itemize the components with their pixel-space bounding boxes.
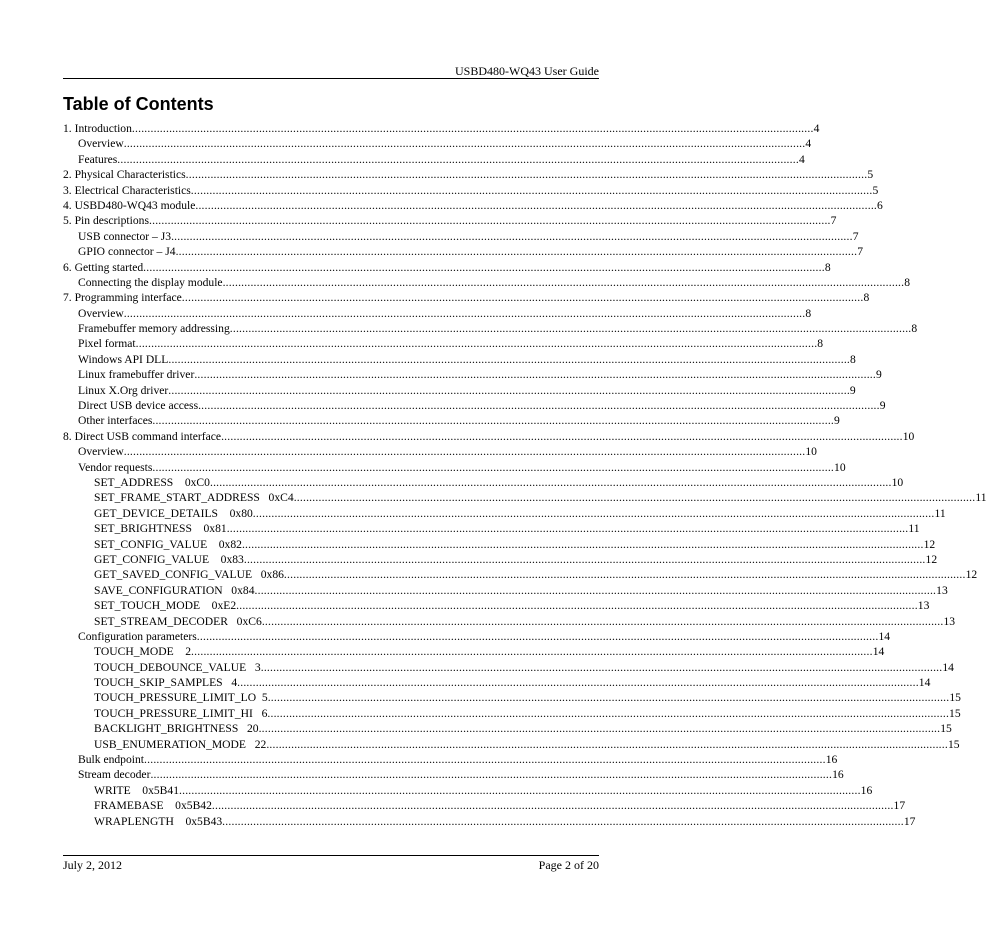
toc-entry[interactable] [63,321,918,336]
toc-entry-page: 10 [805,445,817,459]
toc-entry-page: 13 [936,583,948,597]
toc-entry-title: 2. Physical Characteristics [63,168,186,182]
toc-entry[interactable] [63,490,987,505]
toc-dot-leader: ............................................................................................................................................................................................................................ [152,460,835,474]
toc-entry-title: USB_ENUMERATION_MODE 22 [94,737,267,751]
toc-entry-page: 10 [891,475,904,489]
toc-dot-leader: ............................................................................................................................................................................................................................ [123,445,806,459]
toc-entry-page: 7 [852,229,859,243]
toc-entry-title: Overview [78,306,124,320]
toc-entry-title: Overview [78,137,124,151]
toc-entry-title: SET_FRAME_START_ADDRESS 0xC4 [94,491,294,505]
toc-entry-page: 8 [817,337,824,351]
toc-entry-title: GPIO connector – J4 [78,245,176,259]
toc-dot-leader: ............................................................................................................................................................................................................................ [222,814,904,828]
toc-dot-leader: ............................................................................................................................................................................................................................ [171,229,853,243]
toc-entry-title: Framebuffer memory addressing [78,322,230,336]
toc-entry-title: Vendor requests [78,460,153,474]
toc-entry[interactable] [63,537,936,552]
toc-entry-page: 11 [934,506,946,520]
toc-dot-leader: ............................................................................................................................................................................................................................ [149,214,831,228]
toc-dot-leader: ............................................................................................................................................................................................................................ [196,629,879,643]
toc-entry[interactable] [63,475,904,490]
toc-entry-page: 14 [942,660,954,674]
toc-dot-leader: ............................................................................................................................................................................................................................ [123,306,806,320]
toc-entry[interactable] [63,767,844,782]
footer-divider [63,855,599,856]
toc-entry[interactable] [63,552,938,567]
toc-entry[interactable] [63,598,930,613]
toc-dot-leader: ............................................................................................................................................................................................................................ [226,522,909,536]
toc-heading: Table of Contents [63,94,214,114]
toc-entry-title: SET_ADDRESS 0xC0 [94,475,210,489]
toc-entry-title: TOUCH_SKIP_SAMPLES 4 [94,676,238,690]
toc-entry-title: 6. Getting started [63,260,144,274]
toc-entry[interactable] [63,244,864,259]
toc-entry[interactable] [63,398,886,413]
toc-entry-page: 16 [825,753,838,767]
toc-entry-title: GET_CONFIG_VALUE 0x83 [94,552,244,566]
toc-entry-page: 17 [903,814,916,828]
toc-entry[interactable] [63,752,838,767]
toc-entry-page: 8 [911,322,918,336]
toc-entry[interactable] [63,660,954,675]
toc-dot-leader: ............................................................................................................................................................................................................................ [152,414,835,428]
toc-entry-page: 15 [949,706,961,720]
toc-entry-title: 8. Direct USB command interface [63,429,222,443]
toc-entry[interactable] [63,644,885,659]
toc-entry-title: SET_CONFIG_VALUE 0x82 [94,537,242,551]
toc-entry[interactable] [63,290,870,305]
toc-entry[interactable] [63,506,946,521]
toc-entry[interactable] [63,690,961,705]
toc-dot-leader: ............................................................................................................................................................................................................................ [209,475,892,489]
toc-dot-leader: ............................................................................................................................................................................................................................ [168,383,850,397]
toc-entry-title: WRAPLENGTH 0x5B43 [94,814,223,828]
toc-dot-leader: ............................................................................................................................................................................................................................ [190,183,873,197]
toc-entry[interactable] [63,614,956,629]
toc-entry-title: 3. Electrical Characteristics [63,183,191,197]
toc-entry-title: WRITE 0x5B41 [94,783,180,797]
toc-entry-title: GET_DEVICE_DETAILS 0x80 [94,506,253,520]
toc-dot-leader: ............................................................................................................................................................................................................................ [293,491,976,505]
toc-entry-page: 15 [947,737,960,751]
toc-entry-page: 13 [943,614,956,628]
toc-entry-page: 4 [813,122,820,135]
toc-entry-title: Configuration parameters [78,629,197,643]
toc-entry[interactable] [63,383,856,398]
toc-entry-page: 4 [798,152,805,166]
toc-entry-title: Direct USB device access [78,399,199,413]
toc-entry-title: 7. Programming interface [63,291,182,305]
toc-entry-page: 17 [893,799,906,813]
toc-entry-page: 8 [850,352,856,366]
toc-entry[interactable] [63,121,820,136]
toc-entry-title: Bulk endpoint [78,753,145,767]
toc-entry[interactable] [63,367,882,382]
toc-entry-title: Pixel format [78,337,136,351]
toc-dot-leader: ............................................................................................................................................................................................................................ [117,152,799,166]
toc-entry[interactable] [63,229,859,244]
toc-dot-leader: ............................................................................................................................................................................................................................ [168,352,851,366]
toc-dot-leader: ............................................................................................................................................................................................................................ [194,368,876,382]
toc-dot-leader: ............................................................................................................................................................................................................................ [179,783,861,797]
toc-entry-page: 11 [975,491,987,505]
footer-page-number: Page 2 of 20 [538,858,599,872]
toc-dot-leader: ............................................................................................................................................................................................................................ [241,537,924,551]
toc-dot-leader: ............................................................................................................................................................................................................................ [150,768,833,782]
toc-dot-leader: ............................................................................................................................................................................................................................ [211,799,894,813]
header-divider [63,78,599,79]
toc-dot-leader: ............................................................................................................................................................................................................................ [236,599,918,613]
toc-entry-page: 8 [805,306,812,320]
toc-entry[interactable] [63,444,817,459]
toc-dot-leader: ............................................................................................................................................................................................................................ [191,645,873,659]
footer-date: July 2, 2012 [63,858,123,872]
toc-entry-title: 1. Introduction [63,122,132,135]
toc-entry-page: 14 [878,629,891,643]
toc-dot-leader: ............................................................................................................................................................................................................................ [144,753,826,767]
toc-dot-leader: ............................................................................................................................................................................................................................ [267,691,950,705]
toc-dot-leader: ............................................................................................................................................................................................................................ [181,291,864,305]
toc-entry-title: TOUCH_MODE 2 [94,645,192,659]
toc-entry[interactable] [63,629,891,644]
toc-entry-page: 9 [849,383,856,397]
toc-entry[interactable] [63,198,883,213]
toc-entry-page: 5 [872,183,879,197]
toc-entry[interactable] [63,706,961,721]
toc-dot-leader: ............................................................................................................................................................................................................................ [198,399,880,413]
toc-entry-page: 10 [834,460,846,474]
toc-entry-page: 16 [832,768,844,782]
toc-entry-page: 13 [917,599,930,613]
toc-entry[interactable] [63,798,906,813]
toc-dot-leader: ............................................................................................................................................................................................................................ [221,429,903,443]
toc-entry-page: 8 [824,260,831,274]
toc-entry-title: SAVE_CONFIGURATION 0x84 [94,583,255,597]
toc-entry-page: 9 [879,399,886,413]
toc-entry[interactable] [63,413,840,428]
toc-dot-leader: ............................................................................................................................................................................................................................ [237,676,919,690]
toc-entry-page: 11 [908,522,920,536]
toc-entry-title: SET_TOUCH_MODE 0xE2 [94,599,237,613]
toc-dot-leader: ............................................................................................................................................................................................................................ [195,198,878,212]
toc-dot-leader: ............................................................................................................................................................................................................................ [258,722,941,736]
toc-entry-title: 5. Pin descriptions [63,214,149,228]
toc-dot-leader: ............................................................................................................................................................................................................................ [143,260,825,274]
toc-entry-page: 5 [867,168,874,182]
toc-entry-title: SET_STREAM_DECODER 0xC6 [94,614,262,628]
running-header-title: USBD480-WQ43 User Guide [455,64,599,78]
toc-entry-page: 9 [834,414,840,428]
toc-entry[interactable] [63,675,931,690]
toc-entry-page: 15 [949,691,961,705]
toc-entry[interactable] [63,213,837,228]
table-of-contents [63,121,987,829]
toc-entry[interactable] [63,352,856,367]
toc-entry[interactable] [63,429,915,444]
toc-entry-title: Connecting the display module [78,275,223,289]
toc-entry-title: TOUCH_PRESSURE_LIMIT_HI 6 [94,706,268,720]
toc-dot-leader: ............................................................................................................................................................................................................................ [267,706,950,720]
toc-entry-page: 10 [902,429,915,443]
toc-dot-leader: ............................................................................................................................................................................................................................ [185,168,868,182]
toc-dot-leader: ............................................................................................................................................................................................................................ [131,122,814,135]
toc-entry-page: 8 [904,275,911,289]
toc-entry[interactable] [63,167,874,182]
toc-entry[interactable] [63,737,960,752]
toc-entry[interactable] [63,152,805,167]
toc-dot-leader: ............................................................................................................................................................................................................................ [252,506,935,520]
toc-entry-page: 6 [877,198,883,212]
toc-entry-title: Overview [78,445,124,459]
toc-dot-leader: ............................................................................................................................................................................................................................ [229,322,912,336]
toc-entry-page: 12 [923,537,936,551]
toc-entry[interactable] [63,306,812,321]
toc-dot-leader: ............................................................................................................................................................................................................................ [222,275,905,289]
toc-dot-leader: ............................................................................................................................................................................................................................ [135,337,818,351]
toc-entry[interactable] [63,183,879,198]
toc-entry-title: Other interfaces [78,414,153,428]
toc-entry[interactable] [63,814,916,829]
toc-entry[interactable] [63,783,873,798]
toc-entry-title: 4. USBD480-WQ43 module [63,198,196,212]
toc-entry-title: USB connector – J3 [78,229,172,243]
toc-entry-title: Windows API DLL [78,352,169,366]
toc-dot-leader: ............................................................................................................................................................................................................................ [261,614,944,628]
toc-entry-title: SET_BRIGHTNESS 0x81 [94,522,227,536]
toc-entry-title: Linux framebuffer driver [78,368,195,382]
toc-entry-title: BACKLIGHT_BRIGHTNESS 20 [94,722,259,736]
toc-dot-leader: ............................................................................................................................................................................................................................ [175,245,858,259]
toc-entry[interactable] [63,721,952,736]
toc-entry-title: Linux X.Org driver [78,383,169,397]
toc-entry[interactable] [63,521,920,536]
toc-entry-title: TOUCH_DEBOUNCE_VALUE 3 [94,660,261,674]
toc-entry[interactable] [63,583,948,598]
toc-dot-leader: ............................................................................................................................................................................................................................ [243,552,926,566]
toc-entry-title: Stream decoder [78,768,151,782]
toc-dot-leader: ............................................................................................................................................................................................................................ [254,583,937,597]
toc-entry-page: 4 [805,137,812,151]
toc-dot-leader: ............................................................................................................................................................................................................................ [266,737,948,751]
toc-entry[interactable] [63,460,846,475]
toc-entry-title: Features [78,152,118,166]
toc-dot-leader: ............................................................................................................................................................................................................................ [123,137,806,151]
toc-entry[interactable] [63,260,831,275]
toc-entry-page: 8 [863,291,870,305]
toc-dot-leader: ............................................................................................................................................................................................................................ [283,568,966,582]
toc-entry-title: FRAMEBASE 0x5B42 [94,799,212,813]
toc-entry-page: 12 [965,568,978,582]
toc-entry[interactable] [63,275,911,290]
toc-entry[interactable] [63,136,812,151]
toc-entry-page: 12 [925,552,938,566]
toc-entry-page: 7 [857,245,864,259]
toc-entry-page: 14 [918,676,931,690]
toc-entry-page: 15 [940,722,952,736]
toc-entry[interactable] [63,567,978,582]
toc-entry-page: 16 [860,783,873,797]
toc-entry-page: 14 [872,645,885,659]
toc-entry[interactable] [63,336,824,351]
toc-entry-title: TOUCH_PRESSURE_LIMIT_LO 5 [94,691,268,705]
toc-entry-page: 7 [830,214,837,228]
toc-entry-page: 9 [875,368,882,382]
toc-entry-title: GET_SAVED_CONFIG_VALUE 0x86 [94,568,284,582]
toc-dot-leader: ............................................................................................................................................................................................................................ [260,660,943,674]
